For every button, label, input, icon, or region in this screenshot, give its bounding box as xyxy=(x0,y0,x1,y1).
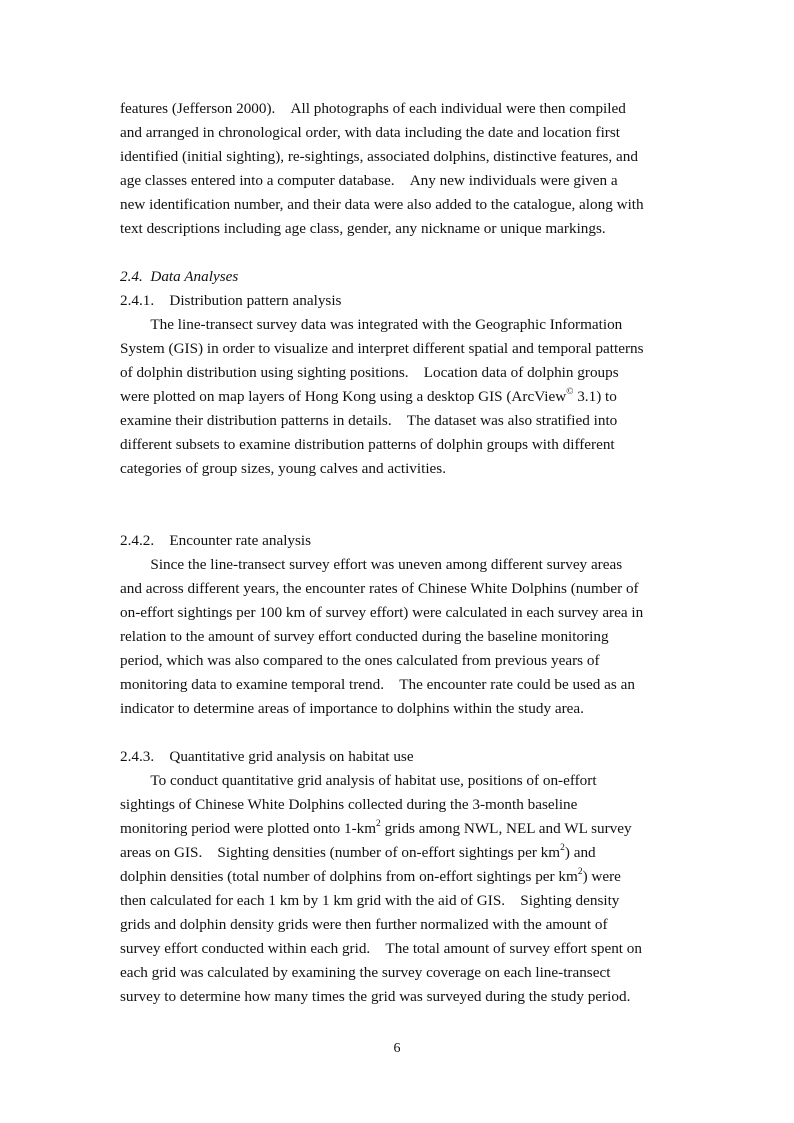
paragraph-line: grids and dolphin density grids were then further normalized with the amount of xyxy=(120,916,608,933)
paragraph-line: survey effort conducted within each grid. The total amount of survey effort spent on xyxy=(120,940,642,957)
paragraph-line: then calculated for each 1 km by 1 km grid with the aid of GIS. Sighting density xyxy=(120,892,620,909)
line-text: were plotted on map layers of Hong Kong using a desktop GIS (ArcView xyxy=(120,388,567,405)
line-text: grids among NWL, NEL and WL survey xyxy=(380,820,632,837)
paragraph-line xyxy=(120,820,632,838)
paragraph-line: System (GIS) in order to visualize and interpret different spatial and temporal patterns xyxy=(120,340,644,357)
paragraph-line xyxy=(120,844,596,862)
subsection-heading: 2.4.2. Encounter rate analysis xyxy=(120,532,312,549)
paragraph-line: Since the line-transect survey effort was uneven among different survey areas xyxy=(120,556,623,573)
line-text: ) were xyxy=(582,868,621,885)
superscript: 2 xyxy=(560,842,565,853)
paragraph-line: on-effort sightings per 100 km of survey effort) were calculated in each survey area in xyxy=(120,604,644,621)
paragraph-line: sightings of Chinese White Dolphins collected during the 3-month baseline xyxy=(120,796,578,813)
paragraph-line: features (Jefferson 2000). All photographs of each individual were then compiled xyxy=(120,100,626,117)
paragraph-line: text descriptions including age class, gender, any nickname or unique markings. xyxy=(120,220,606,237)
line-text: areas on GIS. Sighting densities (number of on-effort sightings per km xyxy=(120,844,561,861)
paragraph-line: age classes entered into a computer database. Any new individuals were given a xyxy=(120,172,618,189)
subsection-heading: 2.4.1. Distribution pattern analysis xyxy=(120,292,342,309)
line-text: 3.1) to xyxy=(573,388,617,405)
paragraph-line: categories of group sizes, young calves and activities. xyxy=(120,460,447,477)
paragraph-line: examine their distribution patterns in details. The dataset was also stratified into xyxy=(120,412,618,429)
paragraph-line: monitoring data to examine temporal trend. The encounter rate could be used as an xyxy=(120,676,635,693)
line-text: monitoring period were plotted onto 1-km xyxy=(120,820,377,837)
paragraph-line: new identification number, and their data were also added to the catalogue, along with xyxy=(120,196,644,213)
line-text: ) and xyxy=(564,844,596,861)
page-number: 6 xyxy=(393,1041,401,1056)
paragraph-line: of dolphin distribution using sighting positions. Location data of dolphin groups xyxy=(120,364,619,381)
superscript: 2 xyxy=(376,818,381,829)
line-text: dolphin densities (total number of dolphins from on-effort sightings per km xyxy=(120,868,578,885)
paragraph-line: each grid was calculated by examining the survey coverage on each line-transect xyxy=(120,964,611,981)
paragraph-line xyxy=(120,868,621,886)
paragraph-line: indicator to determine areas of importance to dolphins within the study area. xyxy=(120,700,584,717)
paragraph-line: period, which was also compared to the ones calculated from previous years of xyxy=(120,652,600,669)
paragraph-line xyxy=(120,388,617,406)
paragraph-line: The line-transect survey data was integrated with the Geographic Information xyxy=(120,316,623,333)
paragraph-line: To conduct quantitative grid analysis of habitat use, positions of on-effort xyxy=(120,772,597,789)
copyright-mark: © xyxy=(566,386,574,397)
paragraph-line: and arranged in chronological order, with data including the date and location first xyxy=(120,124,620,141)
subsection-heading: 2.4.3. Quantitative grid analysis on habitat use xyxy=(120,748,414,765)
superscript: 2 xyxy=(577,866,583,877)
section-title: 2.4. Data Analyses xyxy=(120,268,239,285)
paragraph-line: identified (initial sighting), re-sightings, associated dolphins, distinctive features, and xyxy=(120,148,638,165)
paragraph-line: survey to determine how many times the grid was surveyed during the study period. xyxy=(120,988,631,1005)
paragraph-line: relation to the amount of survey effort conducted during the baseline monitoring xyxy=(120,628,609,645)
paragraph-line: different subsets to examine distribution patterns of dolphin groups with different xyxy=(120,436,615,453)
paragraph-line: and across different years, the encounter rates of Chinese White Dolphins (number of xyxy=(120,580,639,597)
